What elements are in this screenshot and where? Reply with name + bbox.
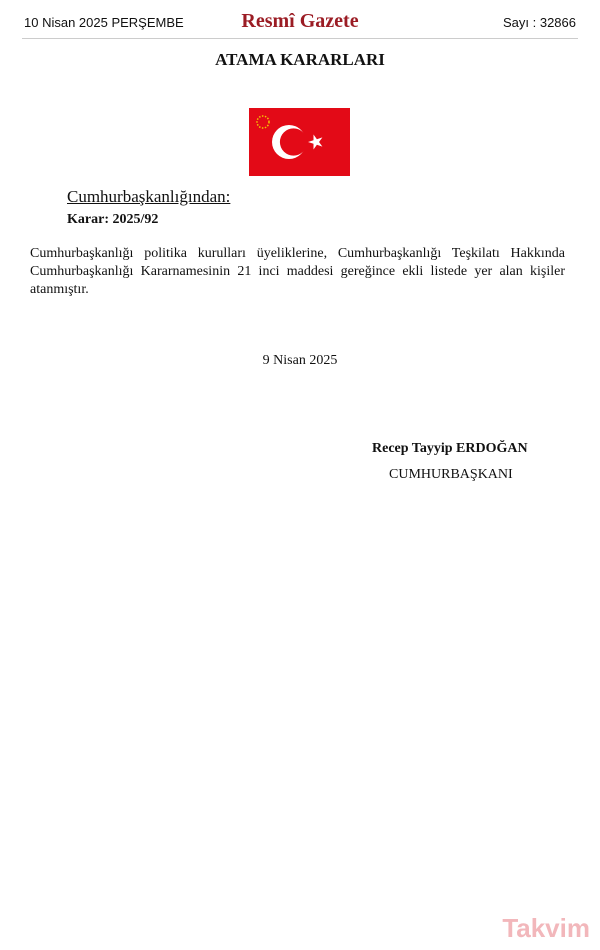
turkish-flag-icon: [249, 108, 350, 176]
header-title: Resmî Gazete: [241, 10, 359, 32]
issuer: Cumhurbaşkanlığından:: [67, 187, 231, 206]
header-divider: [22, 38, 578, 39]
decision-body: Cumhurbaşkanlığı politika kurulları üyeliklerine, Cumhurbaşkanlığı Teşkilatı Hakkında Cumhurbaşkanlığı Kararnamesinin 21 inci maddesi gereğince ekli listede yer alan kişiler atanmıştır.: [30, 246, 565, 297]
header-issue: Sayı : 32866: [503, 15, 576, 30]
header-date: 10 Nisan 2025 PERŞEMBE: [24, 15, 184, 30]
signatory-name: Recep Tayyip ERDOĞAN: [372, 441, 528, 456]
section-title: ATAMA KARARLARI: [215, 50, 385, 69]
decision-date: 9 Nisan 2025: [262, 353, 338, 368]
watermark-logo: Takvim: [502, 913, 590, 943]
signatory-title: CUMHURBAŞKANI: [389, 467, 513, 482]
decision-number: Karar: 2025/92: [67, 212, 159, 227]
